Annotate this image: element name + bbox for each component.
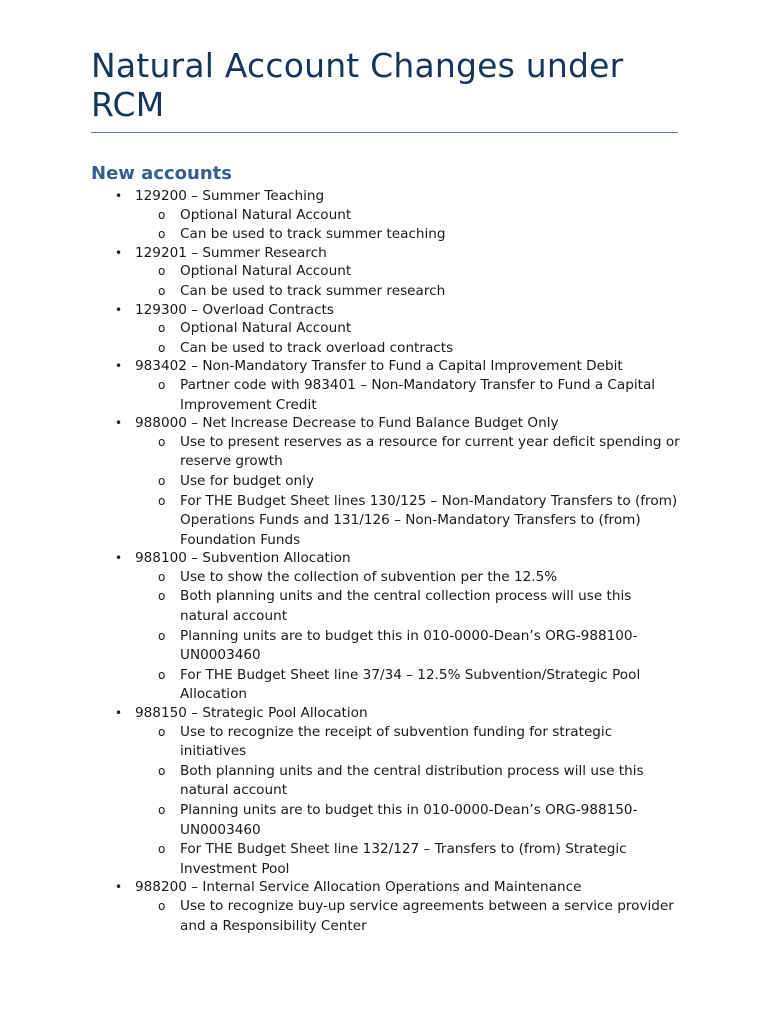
account-subitem: o Both planning units and the central collection process will use this natural account <box>91 587 681 626</box>
account-label: • 983402 – Non-Mandatory Transfer to Fund a Capital Improvement Debit <box>135 358 623 375</box>
account-label: • 988150 – Strategic Pool Allocation <box>135 705 368 722</box>
account-subitem: o Can be used to track overload contracts <box>91 339 681 359</box>
account-list <box>91 188 681 936</box>
account-label: • 129300 – Overload Contracts <box>135 301 334 318</box>
account-subitem: o Planning units are to budget this in 010-0000-Dean’s ORG-988100-UN0003460 <box>91 627 681 666</box>
account-subitem: o Optional Natural Account <box>91 206 681 226</box>
account-item <box>91 879 681 936</box>
account-item <box>91 415 681 550</box>
account-item <box>91 302 681 359</box>
account-label: • 988000 – Net Increase Decrease to Fund Balance Budget Only <box>135 415 559 432</box>
account-subitem: o Use to recognize the receipt of subvention funding for strategic initiatives <box>91 723 681 762</box>
account-subitem: o Both planning units and the central distribution process will use this natural account <box>91 762 681 801</box>
account-subitem: o Planning units are to budget this in 010-0000-Dean’s ORG-988150-UN0003460 <box>91 801 681 840</box>
account-item <box>91 358 681 415</box>
account-item <box>91 245 681 302</box>
account-sublist <box>135 206 681 245</box>
account-subitem: o Partner code with 983401 – Non-Mandatory Transfer to Fund a Capital Improvement Credit <box>91 376 681 415</box>
document-title: Natural Account Changes under RCM <box>91 46 624 124</box>
account-subitem: o Can be used to track summer teaching <box>91 225 681 245</box>
account-subitem: o Optional Natural Account <box>91 319 681 339</box>
account-item <box>91 550 681 705</box>
document-page <box>91 46 681 936</box>
section-heading: New accounts <box>91 163 232 184</box>
account-sublist <box>135 723 681 880</box>
account-sublist <box>135 319 681 358</box>
account-label: • 988100 – Subvention Allocation <box>135 550 351 567</box>
account-subitem: o For THE Budget Sheet lines 130/125 – Non-Mandatory Transfers to (from) Operations Funds and 131/126 – Non-Mandatory Transfers to (from) Foundation Funds <box>91 492 681 551</box>
account-subitem: o Optional Natural Account <box>91 262 681 282</box>
account-subitem: o Can be used to track summer research <box>91 282 681 302</box>
account-subitem: o For THE Budget Sheet line 37/34 – 12.5% Subvention/Strategic Pool Allocation <box>91 666 681 705</box>
account-sublist <box>135 897 681 936</box>
account-item <box>91 188 681 245</box>
account-subitem: o Use to present reserves as a resource for current year deficit spending or reserve growth <box>91 433 681 472</box>
account-subitem: o Use to recognize buy-up service agreements between a service provider and a Responsibility Center <box>91 897 681 936</box>
account-sublist <box>135 433 681 551</box>
account-subitem: o Use for budget only <box>91 472 681 492</box>
account-label: • 129200 – Summer Teaching <box>135 188 325 204</box>
account-sublist <box>135 568 681 705</box>
account-subitem: o Use to show the collection of subvention per the 12.5% <box>91 568 681 588</box>
account-item <box>91 705 681 879</box>
account-sublist <box>135 376 681 415</box>
account-subitem: o For THE Budget Sheet line 132/127 – Transfers to (from) Strategic Investment Pool <box>91 840 681 879</box>
account-sublist <box>135 262 681 301</box>
title-divider <box>91 132 678 133</box>
account-label: • 988200 – Internal Service Allocation Operations and Maintenance <box>135 879 582 896</box>
account-label: • 129201 – Summer Research <box>135 244 327 261</box>
